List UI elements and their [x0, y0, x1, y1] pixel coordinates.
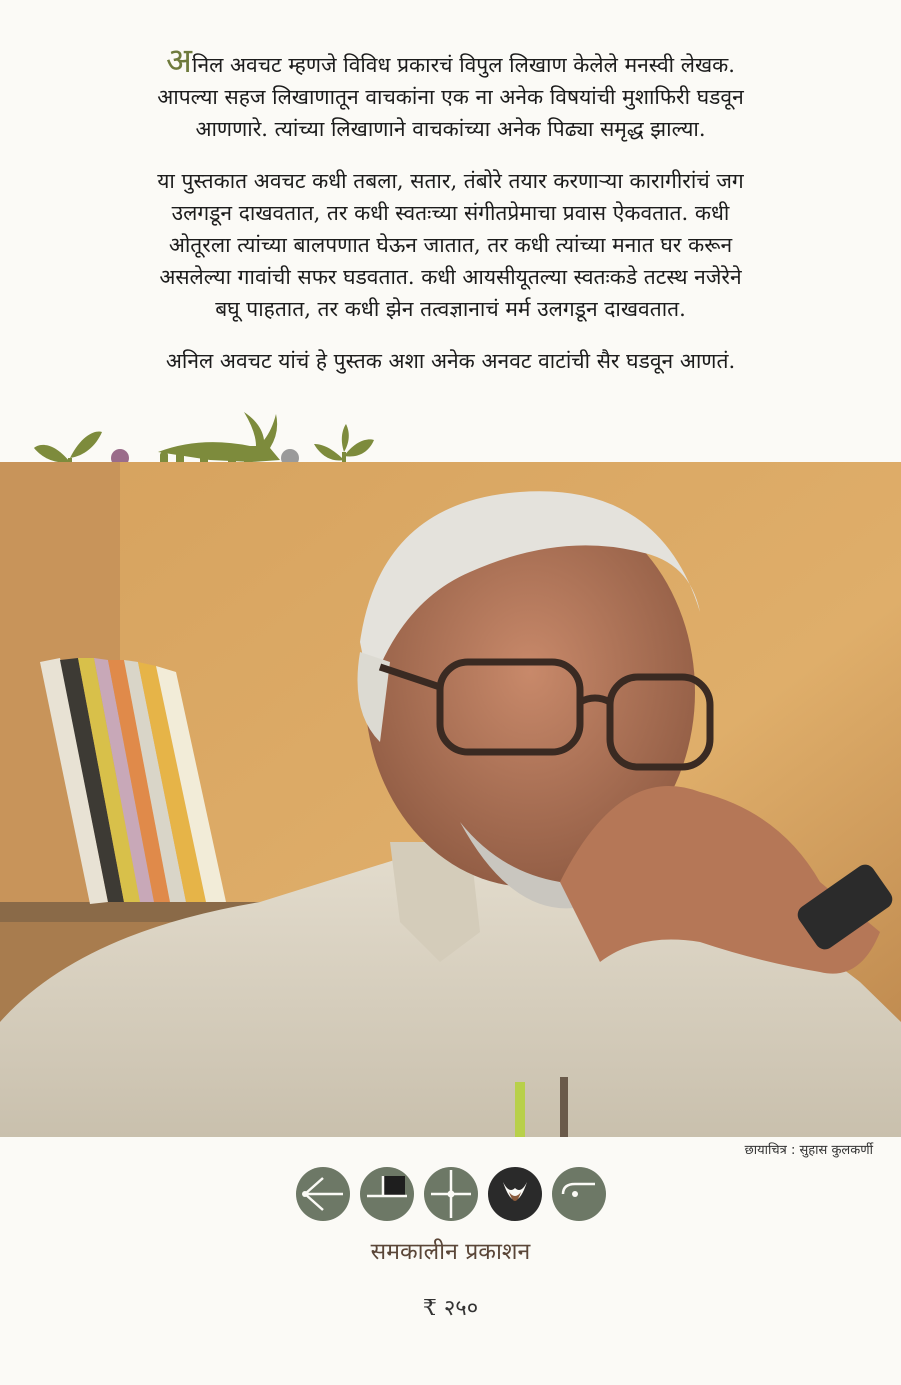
logo-circle-5-icon [551, 1166, 607, 1222]
book-price: ₹ २५० [422, 1296, 479, 1321]
blurb-paragraph-2 [60, 165, 841, 325]
logo-circle-1-icon [295, 1166, 351, 1222]
logo-circle-3-icon [423, 1166, 479, 1222]
back-cover-blurb [60, 41, 841, 397]
blurb-line: निल अवचट म्हणजे विविध प्रकारचं विपुल लिखाण केलेले मनस्वी लेखक. [192, 53, 735, 77]
blurb-line: ओतूरला त्यांच्या बालपणात घेऊन जातात, तर कधी त्यांच्या मनात घर करून [168, 233, 733, 257]
photo-credit: छायाचित्र : सुहास कुलकर्णी [744, 1143, 873, 1158]
blurb-paragraph-3 [60, 345, 841, 377]
blurb-line: या पुस्तकात अवचट कधी तबला, सतार, तंबोरे तयार करणाऱ्या कारागीरांचं जग [157, 169, 744, 193]
blurb-paragraph-1 [60, 41, 841, 145]
logo-circle-2-icon [359, 1166, 415, 1222]
author-photograph [0, 462, 901, 1137]
blurb-line: उलगडून दाखवतात, तर कधी स्वतःच्या संगीतप्रेमाचा प्रवास ऐकवतात. कधी [171, 201, 730, 225]
publisher-logo [0, 1166, 901, 1228]
dropcap-letter: अ [166, 41, 192, 81]
publisher-name: समकालीन प्रकाशन [370, 1239, 531, 1265]
blurb-line: बघू पाहतात, तर कधी झेन तत्वज्ञानाचं मर्म उलगडून दाखवतात. [215, 297, 686, 321]
blurb-line: असलेल्या गावांची सफर घडवतात. कधी आयसीयूतल्या स्वतःकडे तटस्थ नजेरेने [159, 265, 742, 289]
blurb-line: आपल्या सहज लिखाणातून वाचकांना एक ना अनेक विषयांची मुशाफिरी घडवून [157, 85, 744, 109]
blurb-line: आणणारे. त्यांच्या लिखाणाने वाचकांच्या अनेक पिढ्या समृद्ध झाल्या. [195, 117, 706, 141]
blurb-line: अनिल अवचट यांचं हे पुस्तक अशा अनेक अनवट वाटांची सैर घडवून आणतं. [165, 349, 736, 373]
logo-circle-4-icon [487, 1166, 543, 1222]
